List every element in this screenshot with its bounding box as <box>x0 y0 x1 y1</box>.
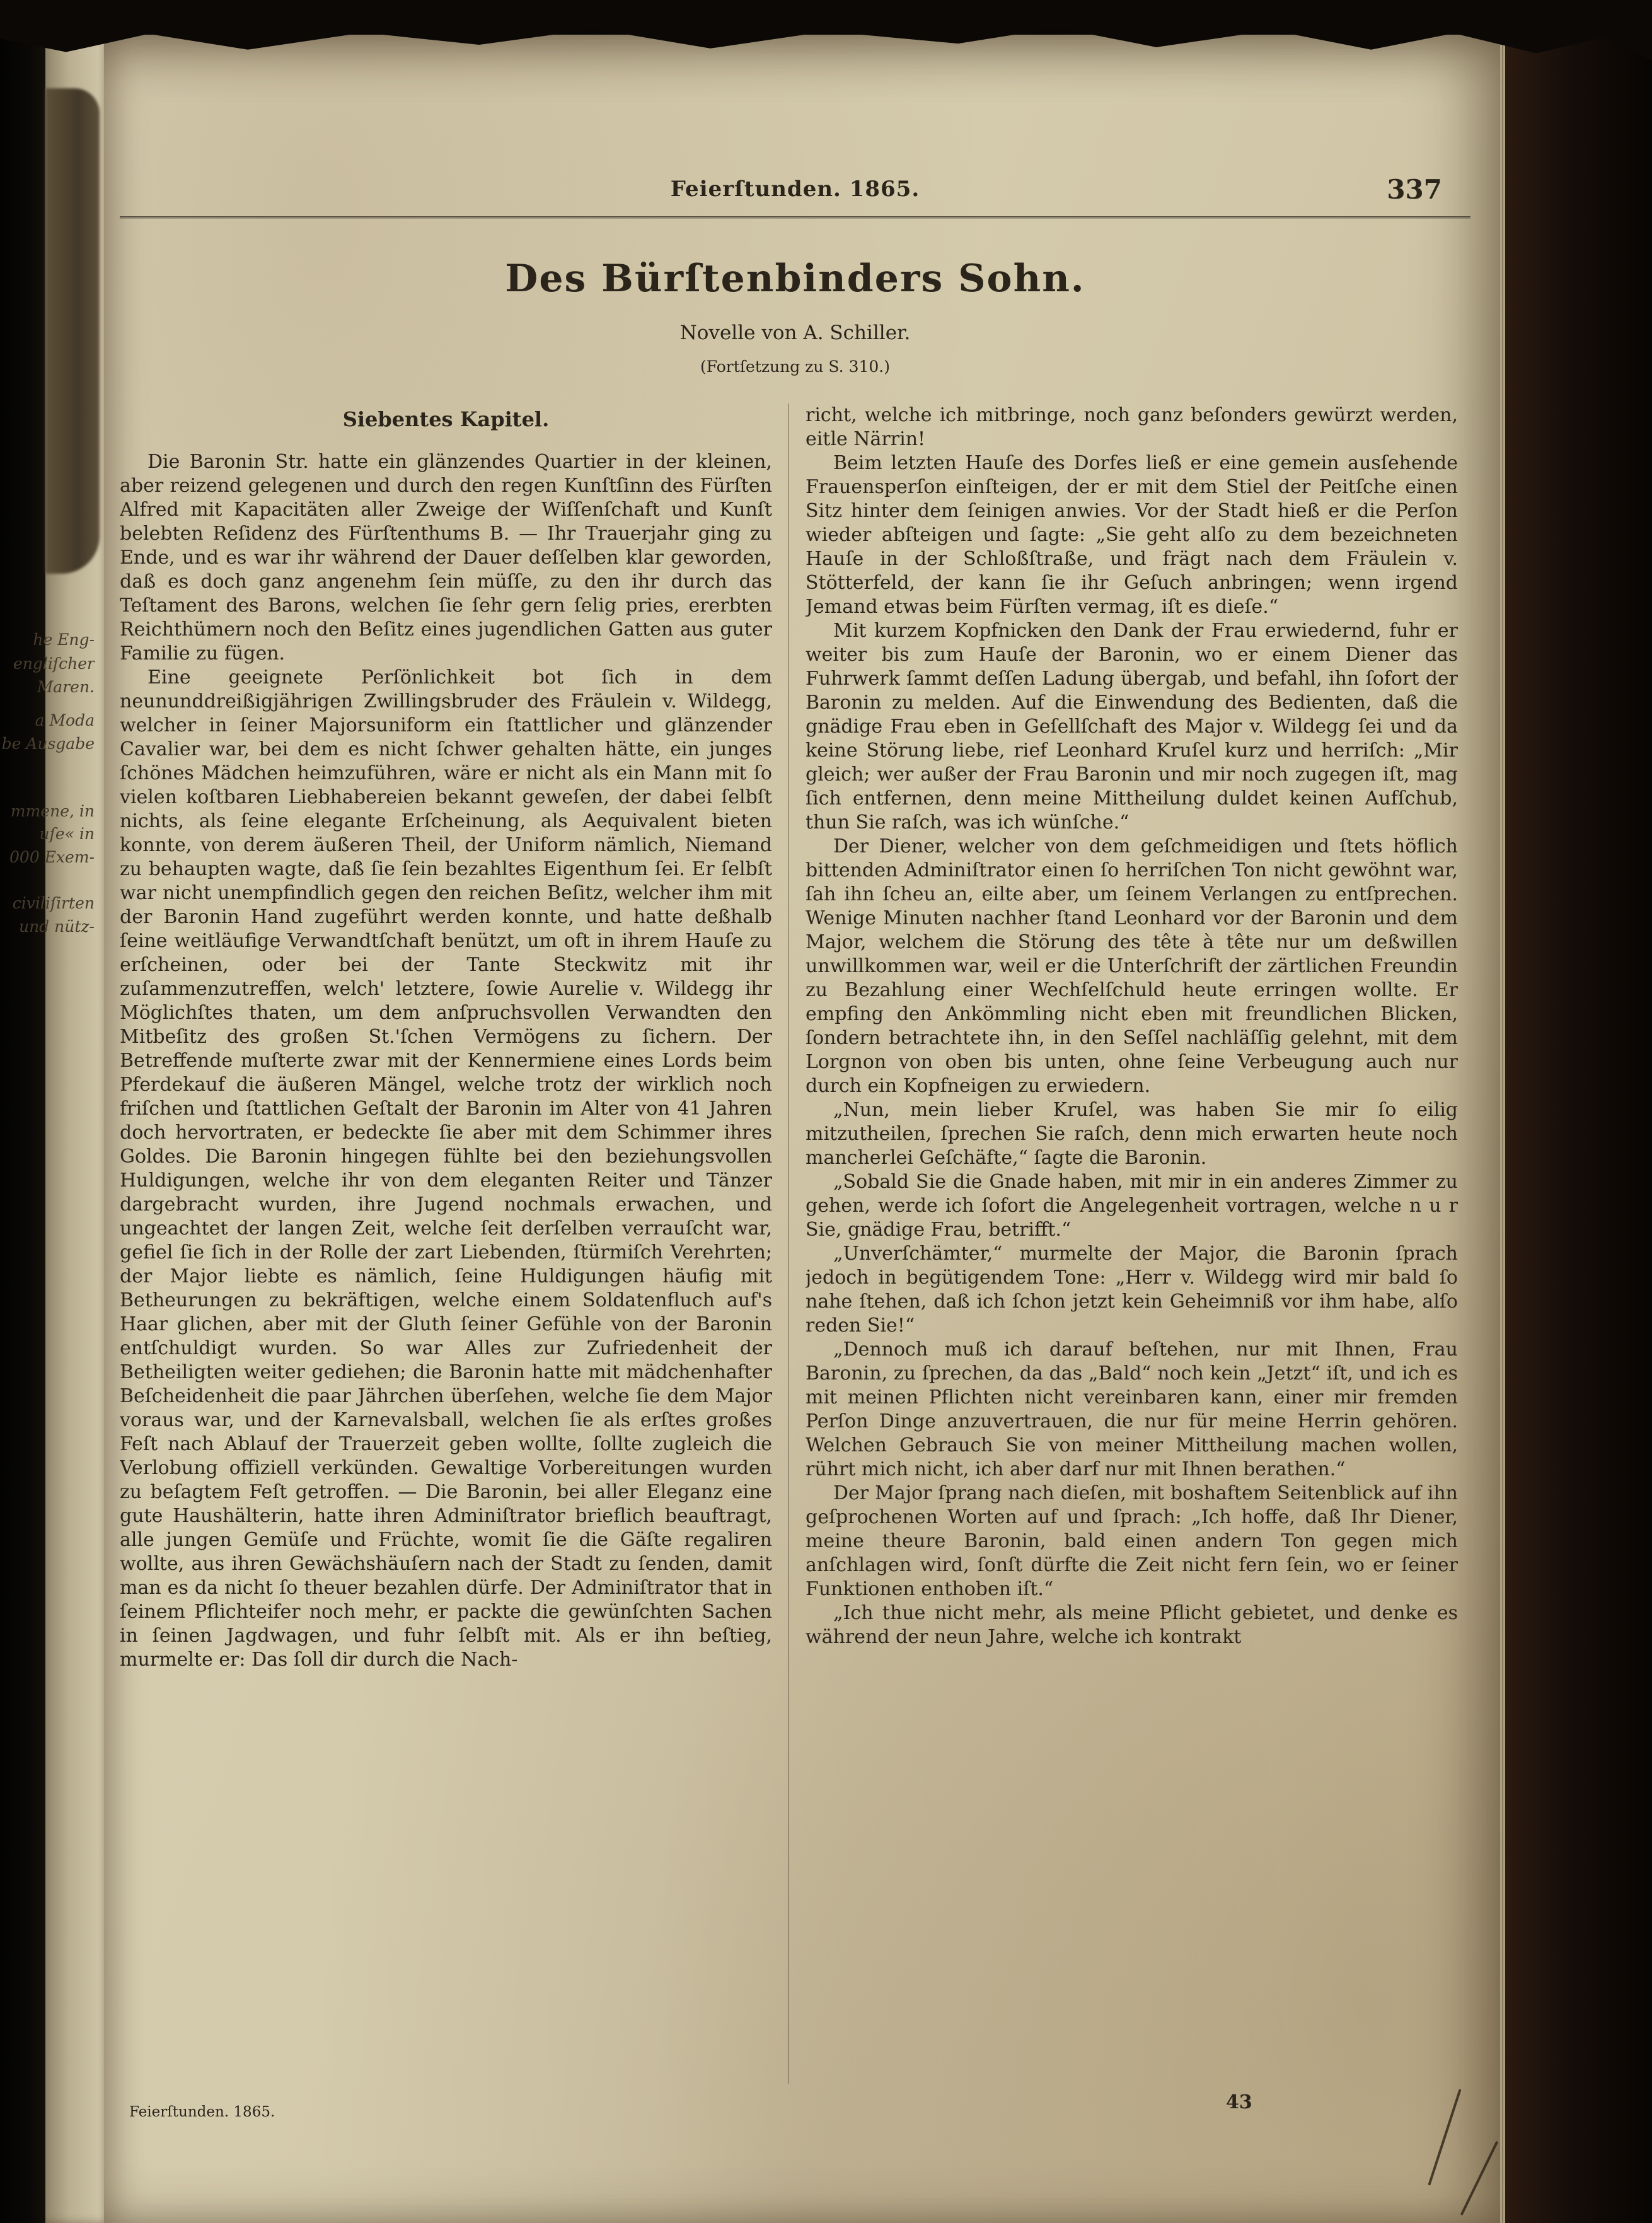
paragraph: Beim letzten Hauſe des Dorfes ließ er eine gemein ausſehende Frauensperſon einſteigen, der er mit dem Stiel der Peitſche einen Sitz hinter dem ſeinigen anwies. Vor der Stadt hieß er die Perſon wieder abſteigen und ſagte: „Sie geht alſo zu dem bezeichneten Hauſe in der Schloßſtraße, und frägt nach dem Fräulein v. Stötterfeld, der kann ſie ihr Geſuch anbringen; wenn irgend Jemand etwas beim Fürſten vermag, iſt es dieſe.“ <box>806 452 1458 618</box>
margin-fragment: be Ausgabe <box>1 734 95 753</box>
paragraph: „Unverſchämter,“ murmelte der Major, die Baronin ſprach jedoch in begütigendem Tone: „Herr v. Wildegg wird mir bald ſo nahe ſtehen, daß ich ſchon jetzt kein Geheimniß vor ihm habe, alſo reden Sie!“ <box>806 1243 1458 1337</box>
margin-fragment: civiliſirten <box>12 894 95 912</box>
page-number: 337 <box>1387 174 1442 205</box>
margin-fragment: und nütz- <box>18 917 95 936</box>
left-column <box>120 403 772 2084</box>
column-divider <box>788 403 789 2084</box>
margin-fragment: Maren. <box>37 678 95 696</box>
page-header <box>120 174 1470 208</box>
article-title: Des Bürſtenbinders Sohn. <box>505 257 1085 301</box>
paragraph: Der Diener, welcher von dem geſchmeidigen und ſtets höflich bittenden Adminiſtrator einen ſo herriſchen Ton nicht gewöhnt war, ſah ihn ſcheu an, eilte aber, um ſeinem Verlangen zu entſprechen. Wenige Minuten nachher ſtand Leonhard vor der Baronin und dem Major, welchem die Störung des tête à tête nur um deßwillen unwillkommen war, weil er die Unterſchrift der zärtlichen Freundin zu Bezahlung einer Wechſelſchuld heute erringen wollte. Er empfing den Ankömmling nicht eben mit freundlichen Blicken, ſondern betrachtete ihn, in den Seſſel nachläſſig gelehnt, mit dem Lorgnon von oben bis unten, ohne ſeine Verbeugung auch nur durch ein Kopfneigen zu erwiedern. <box>806 835 1458 1097</box>
paragraph: Der Major ſprang nach dieſen, mit boshaftem Seitenblick auf ihn geſprochenen Worten auf und ſprach: „Ich hoffe, daß Ihr Diener, meine theure Baronin, bald einen andern Ton gegen mich anſchlagen wird, ſonſt dürfte die Zeit nicht fern ſein, wo er ſeiner Funktionen enthoben iſt.“ <box>806 1482 1458 1600</box>
right-column <box>806 403 1458 2084</box>
article-subtitle: Novelle von A. Schiller. <box>679 322 911 344</box>
margin-fragment: a Moda <box>35 711 95 729</box>
paragraph: „Sobald Sie die Gnade haben, mit mir in ein anderes Zimmer zu gehen, werde ich ſofort die Angelegenheit vortragen, welche n u r Sie, gnädige Frau, betrifft.“ <box>806 1171 1458 1241</box>
continuation-note: (Fortſetzung zu S. 310.) <box>700 357 890 376</box>
engraving-sliver <box>45 88 100 574</box>
text-columns <box>120 403 1458 2084</box>
paragraph: Eine geeignete Perſönlichkeit bot ſich in dem neununddreißigjährigen Zwillingsbruder des Fräulein v. Wildegg, welcher in ſeiner Majorsuniform ein ſtattlicher und glänzender Cavalier war, bei dem es nicht ſchwer gehalten hätte, ein junges ſchönes Mädchen heimzuführen, wäre er nicht als ein Mann mit ſo vielen koſtbaren Liebhabereien bekannt geweſen, der dabei ſelbſt nichts, als ſeine elegante Erſcheinung, als Aequivalent bieten konnte, von derem äußeren Theil, der Uniform nämlich, Niemand zu behaupten wagte, daß ſie ſein bezahltes Eigenthum ſei. Er ſelbſt war nicht unempfindlich gegen den reichen Beſitz, welcher ihm mit der Baronin Hand zugeführt werden konnte, und hatte deßhalb ſeine weitläufige Verwandtſchaft benützt, um oft in ihrem Hauſe zu erſcheinen, oder bei der Tante Steckwitz mit ihr zuſammenzutreffen, welch' letztere, ſowie Aurelie v. Wildegg ihr Möglichſtes thaten, um dem anſpruchsvollen Verwandten den Mitbeſitz des großen St.'ſchen Vermögens zu ſichern. Der Betreffende muſterte zwar mit der Kennermiene eines Lords beim Pferdekauf die äußeren Mängel, welche trotz der wirklich noch friſchen und ſtattlichen Geſtalt der Baronin im Alter von 41 Jahren doch hervortraten, er bedeckte ſie aber mit dem Schimmer ihres Goldes. Die Baronin hingegen fühlte bei den beziehungsvollen Huldigungen, welche ihr von dem eleganten Reiter und Tänzer dargebracht wurden, ihre Jugend nochmals erwachen, und ungeachtet der langen Zeit, welche ſeit derſelben verrauſcht war, gefiel ſie ſich in der Rolle der zart Liebenden, ſtürmiſch Verehrten; der Major liebte es nämlich, ſeine Huldigungen häufig mit Betheurungen zu bekräftigen, welche einem Soldatenfluch auf's Haar glichen, aber mit der Gluth ſeiner Gefühle von der Baronin entſchuldigt wurden. So war Alles zur Zufriedenheit der Betheiligten weiter gediehen; die Baronin hatte mit mädchenhafter Beſcheidenheit die paar Jährchen überſehen, welche ſie dem Major voraus war, und der Karnevalsball, welchen ſie als erſtes großes Feſt nach Ablauf der Trauerzeit geben wollte, ſollte zugleich die Verlobung offiziell verkünden. Gewaltige Vorbereitungen wurden zu beſagtem Feſt getroffen. — Die Baronin, bei aller Eleganz eine gute Haushälterin, hatte ihren Adminiſtrator brieflich beauftragt, alle jungen Gemüſe und Früchte, womit ſie die Gäſte regaliren wollte, aus ihren Gewächshäuſern nach der Stadt zu ſenden, damit man es da nicht ſo theuer bezahlen dürfe. Der Adminiſtrator that in ſeinem Pflichteifer noch mehr, er packte die gewünſchten Sachen in ſeinen Jagdwagen, und fuhr ſelbſt mit. Als er ihn beſtieg, murmelte er: Das ſoll dir durch die Nach- <box>120 666 772 1671</box>
book-edge-left <box>0 0 45 2223</box>
book-edge-right <box>1505 0 1652 2223</box>
paragraph: Mit kurzem Kopfnicken den Dank der Frau erwiedernd, fuhr er weiter bis zum Hauſe der Baronin, wo er einem Diener das Fuhrwerk ſammt deſſen Ladung übergab, und befahl, ihn ſofort der Baronin zu melden. Auf die Einwendung des Bedienten, daß die gnädige Frau eben in Geſellſchaft des Major v. Wildegg ſei und da keine Störung liebe, rief Leonhard Kruſel kurz und herriſch: „Mir gleich; wer außer der Frau Baronin und mir noch zugegen iſt, mag ſich entfernen, denn meine Mittheilung duldet keinen Aufſchub, thun Sie raſch, was ich wünſche.“ <box>806 620 1458 833</box>
margin-fragment: mmene, in <box>10 802 95 820</box>
paragraph: richt, welche ich mitbringe, noch ganz beſonders gewürzt werden, eitle Närrin! <box>806 404 1458 450</box>
sheet-number: 43 <box>1226 2091 1252 2113</box>
margin-fragment: 000 Exem- <box>9 848 95 866</box>
magazine-page <box>104 35 1505 2223</box>
margin-fragment: he Eng- <box>33 630 95 649</box>
margin-fragment: engliſcher <box>13 654 95 673</box>
paragraph: „Nun, mein lieber Kruſel, was haben Sie mir ſo eilig mitzutheilen, ſprechen Sie raſch, denn mich erwarten heute noch mancherlei Geſchäfte,“ ſagte die Baronin. <box>806 1099 1458 1169</box>
footer-signature: Feierſtunden. 1865. <box>129 2104 275 2120</box>
paragraph: „Dennoch muß ich darauf beſtehen, nur mit Ihnen, Frau Baronin, zu ſprechen, da das „Bald“ noch kein „Jetzt“ iſt, und ich es mit meinen Pflichten nicht vereinbaren kann, einer mir fremden Perſon Dinge anzuvertrauen, die nur für meine Herrin gehören. Welchen Gebrauch Sie von meiner Mittheilung machen wollen, rührt mich nicht, ich aber darf nur mit Ihnen berathen.“ <box>806 1338 1458 1480</box>
header-rule <box>120 216 1470 218</box>
chapter-heading: Siebentes Kapitel. <box>342 407 550 431</box>
journal-title: Feierſtunden. 1865. <box>670 177 920 202</box>
paragraph: Die Baronin Str. hatte ein glänzendes Quartier in der kleinen, aber reizend gelegenen und durch den regen Kunſtſinn des Fürſten Alfred mit Kapacitäten aller Zweige der Wiſſenſchaft und Kunſt belebten Reſidenz des Fürſtenthums B. — Ihr Trauerjahr ging zu Ende, und es war ihr während der Dauer deſſelben klar geworden, daß es doch ganz angenehm ſein müſſe, zu den ihr durch das Teſtament des Barons, welchen ſie ſehr gern ſelig pries, ererbten Reichthümern noch den Beſitz eines jugendlichen Gatten aus guter Familie zu fügen. <box>120 451 772 665</box>
margin-fragment: uſe« in <box>39 825 95 843</box>
paragraph: „Ich thue nicht mehr, als meine Pflicht gebietet, und denke es während der neun Jahre, welche ich kontrakt <box>806 1602 1458 1648</box>
